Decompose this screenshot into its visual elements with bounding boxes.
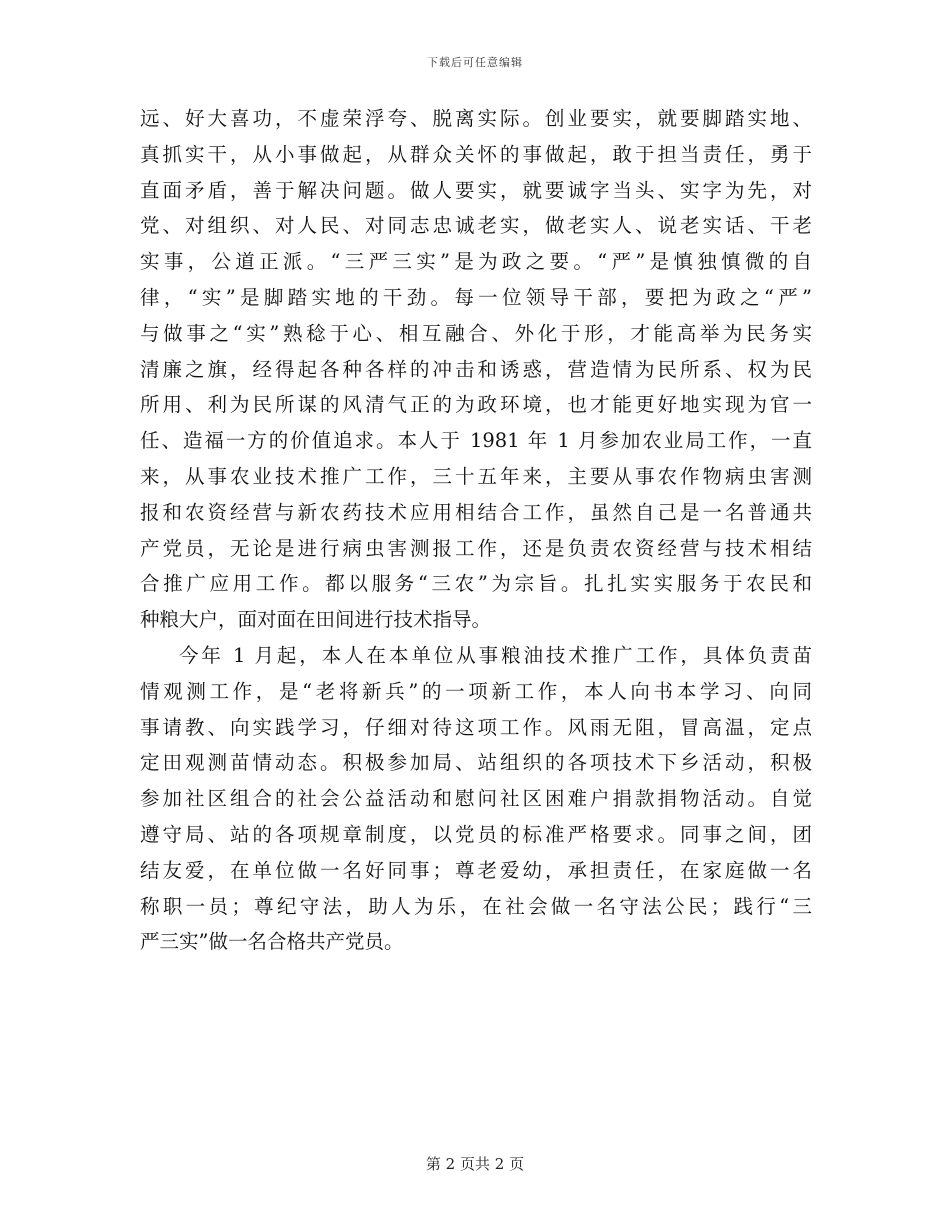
text-line: 律，“实”是脚踏实地的干劲。每一位领导干部，要把为政之“严” xyxy=(140,285,812,309)
text-line: 称职一员；尊纪守法，助人为乐，在社会做一名守法公民；践行“三 xyxy=(140,894,812,918)
text-line: 任、造福一方的价值追求。本人于 1981 年 1 月参加农业局工作，一直 xyxy=(140,429,812,453)
text-line: 与做事之“实”熟稔于心、相互融合、外化于形，才能高举为民务实 xyxy=(140,321,812,345)
page-header: 下载后可任意编辑 xyxy=(427,56,523,69)
text-line: 事请教、向实践学习，仔细对待这项工作。风雨无阻，冒高温，定点 xyxy=(140,715,812,739)
text-line: 严三实”做一名合格共产党员。 xyxy=(140,930,404,954)
text-line: 结友爱，在单位做一名好同事；尊老爱幼，承担责任，在家庭做一名 xyxy=(140,858,812,882)
text-line: 遵守局、站的各项规章制度，以党员的标准严格要求。同事之间，团 xyxy=(140,822,812,846)
text-line: 远、好大喜功，不虚荣浮夸、脱离实际。创业要实，就要脚踏实地、 xyxy=(140,107,812,130)
text-line: 今年 1 月起，本人在本单位从事粮油技术推广工作，具体负责苗 xyxy=(179,643,812,667)
text-line: 所用、利为民所谋的风清气正的为政环境，也才能更好地实现为官一 xyxy=(140,393,812,417)
text-line: 种粮大户，面对面在田间进行技术指导。 xyxy=(140,608,492,632)
text-line: 情观测工作，是“老将新兵”的一项新工作，本人向书本学习、向同 xyxy=(140,679,812,703)
text-line: 定田观测苗情动态。积极参加局、站组织的各项技术下乡活动，积极 xyxy=(140,751,812,775)
text-line: 党、对组织、对人民、对同志忠诚老实，做老实人、说老实话、干老 xyxy=(140,214,812,238)
page-number: 第 2 页共 2 页 xyxy=(425,1155,525,1173)
paragraph-1 xyxy=(140,101,812,638)
text-line: 产党员，无论是进行病虫害测报工作，还是负责农资经营与技术相结 xyxy=(140,536,812,560)
text-line: 真抓实干，从小事做起，从群众关怀的事做起，敢于担当责任，勇于 xyxy=(140,142,812,166)
document-body xyxy=(140,101,812,960)
paragraph-2 xyxy=(140,638,812,960)
text-line: 直面矛盾，善于解决问题。做人要实，就要诚字当头、实字为先，对 xyxy=(140,178,812,202)
text-line: 参加社区组合的社会公益活动和慰问社区困难户捐款捐物活动。自觉 xyxy=(140,787,812,811)
text-line: 来，从事农业技术推广工作，三十五年来，主要从事农作物病虫害测 xyxy=(140,464,812,488)
text-line: 报和农资经营与新农药技术应用相结合工作，虽然自己是一名普通共 xyxy=(140,500,812,524)
text-line: 合推广应用工作。都以服务“三农”为宗旨。扎扎实实服务于农民和 xyxy=(140,572,812,596)
text-line: 实事，公道正派。“三严三实”是为政之要。“严”是慎独慎微的自 xyxy=(140,250,812,274)
text-line: 清廉之旗，经得起各种各样的冲击和诱惑，营造情为民所系、权为民 xyxy=(140,357,812,381)
